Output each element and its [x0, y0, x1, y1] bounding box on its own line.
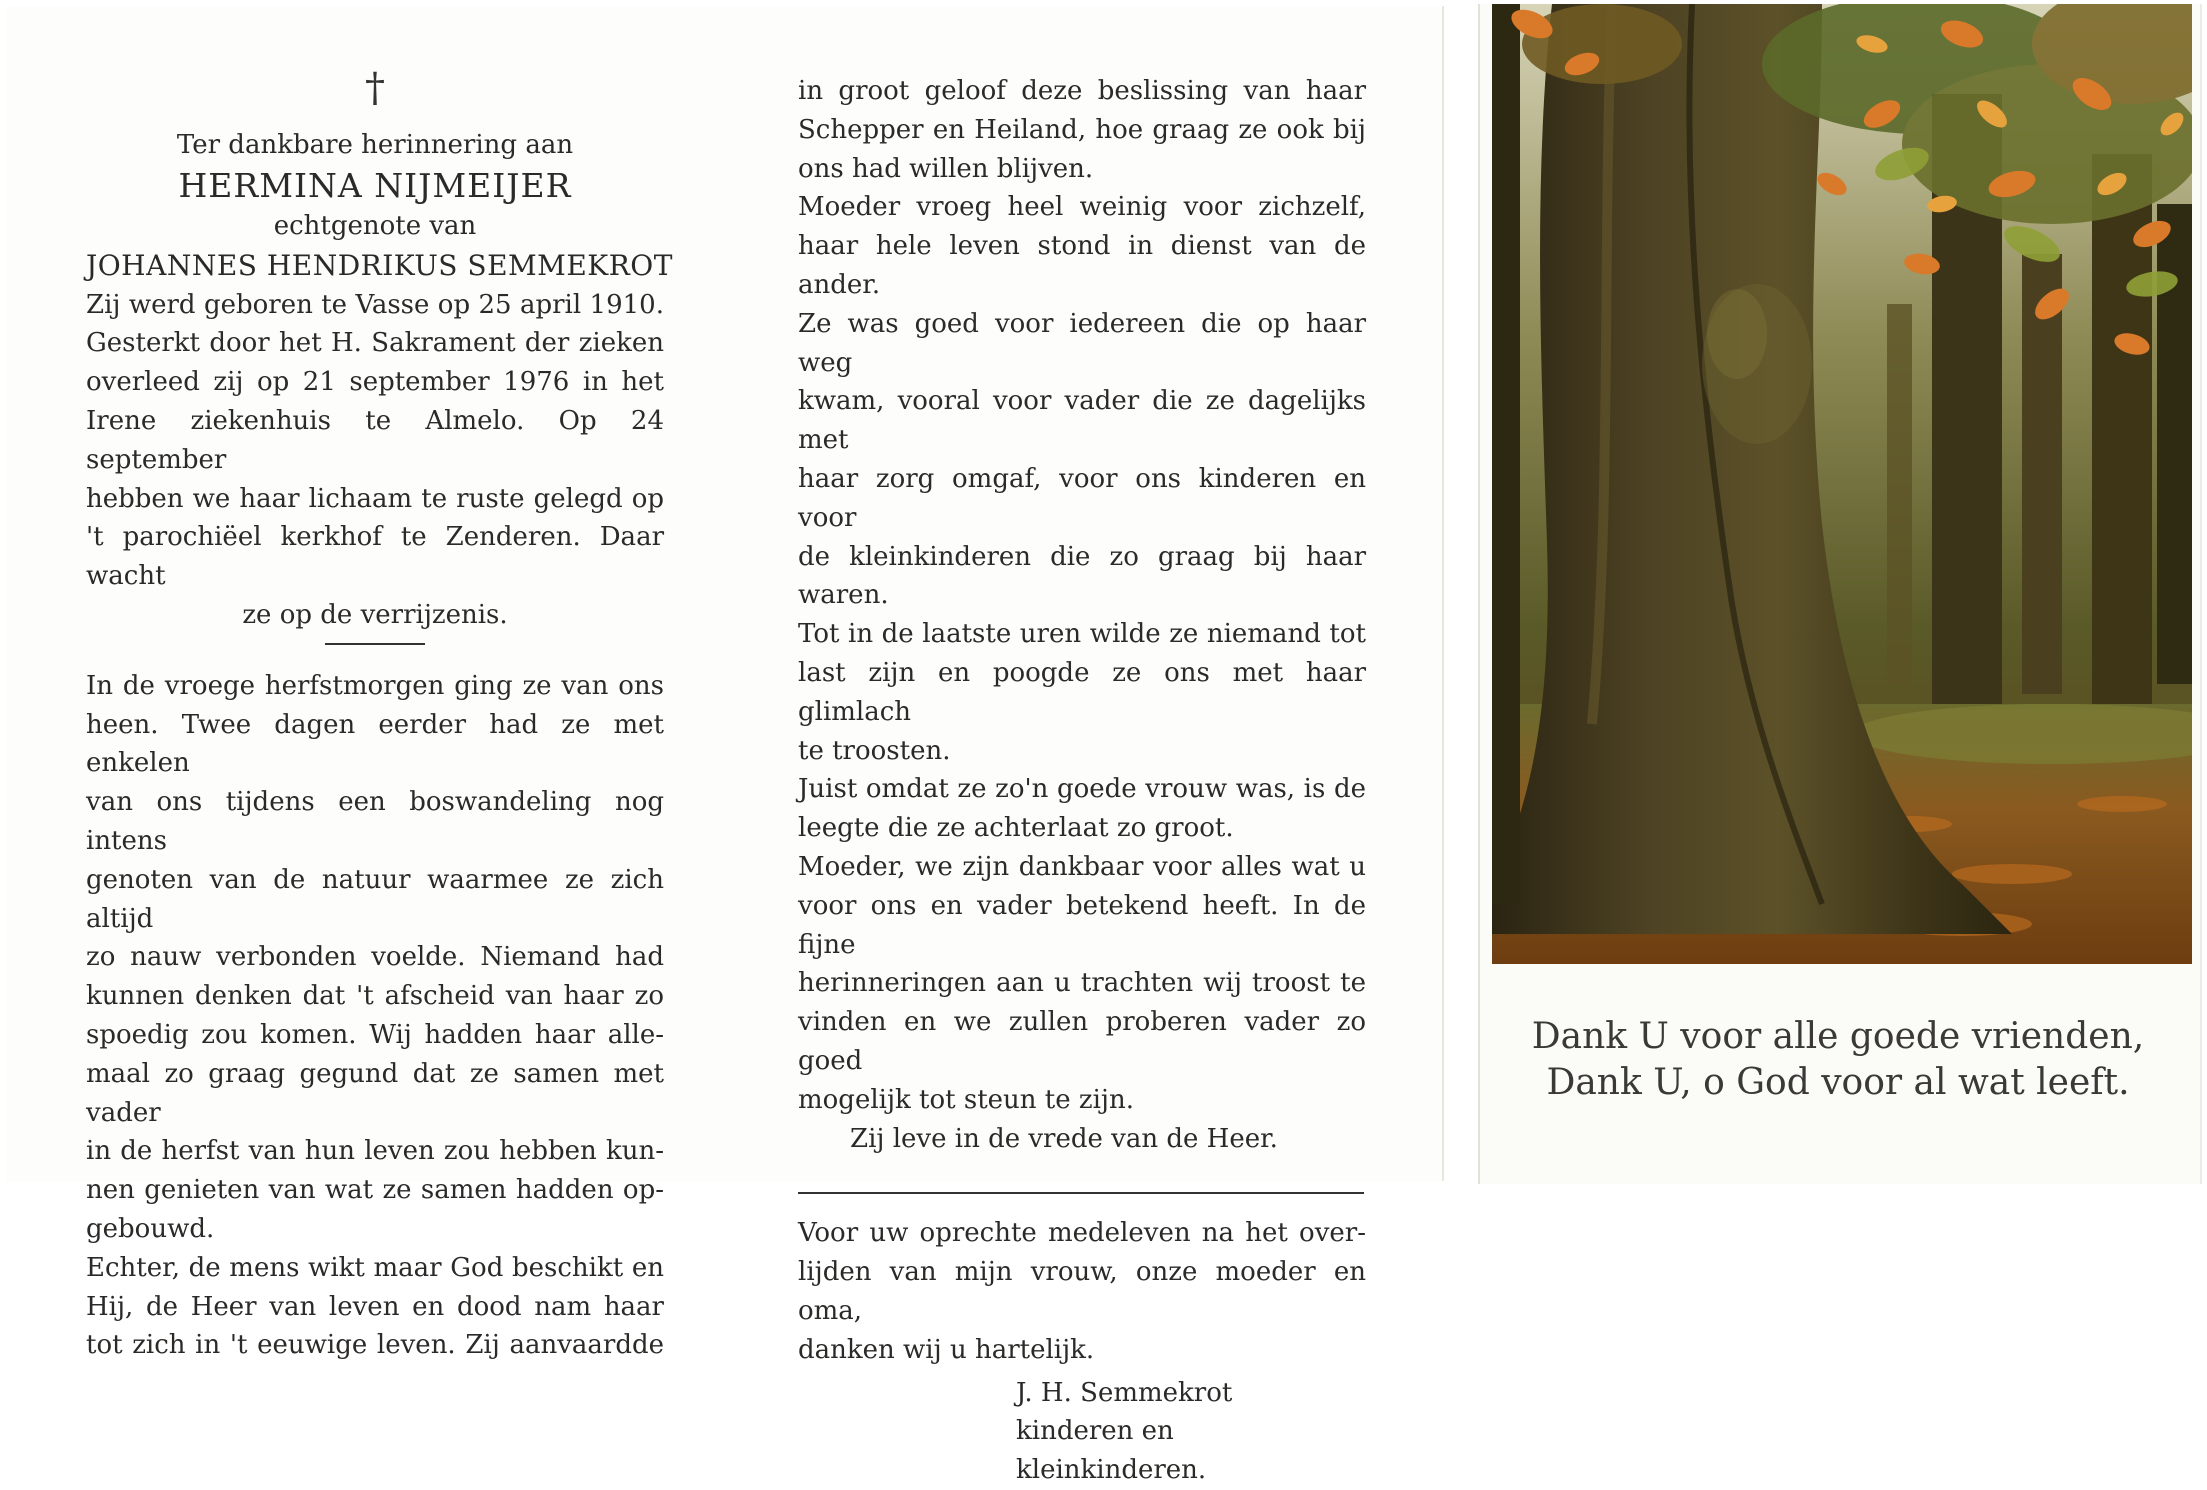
- middle-page: [798, 72, 1366, 1490]
- text-line: Moeder, we zijn dankbaar voor alles wat u: [798, 851, 1366, 882]
- bio-line: Zij werd geboren te Vasse op 25 april 1910.: [86, 289, 664, 320]
- bio-line: Irene ziekenhuis te Almelo. Op 24 september: [86, 405, 664, 475]
- thanks-line: lijden van mijn vrouw, onze moeder en oma,: [798, 1257, 1366, 1326]
- text-line: leegte die ze achterlaat zo groot.: [798, 813, 1234, 844]
- motto: [1480, 1014, 2196, 1106]
- text-line: Juist omdat ze zo'n goede vrouw was, is de: [798, 774, 1366, 805]
- text-line: Moeder vroeg heel weinig voor zichzelf,: [798, 192, 1366, 223]
- story-line: maal zo graag gegund dat ze samen met vader: [86, 1058, 664, 1128]
- bio-line: overleed zij op 21 september 1976 in het: [86, 367, 664, 398]
- text-line: last zijn en poogde ze ons met haar glimlach: [798, 657, 1366, 727]
- story-line: zo nauw verbonden voelde. Niemand had: [86, 942, 664, 973]
- text-line: Tot in de laatste uren wilde ze niemand tot: [798, 619, 1366, 650]
- divider: [325, 643, 425, 645]
- cross-icon: †: [365, 65, 385, 111]
- bio-line: hebben we haar lichaam te ruste gelegd op: [86, 483, 664, 514]
- text-line: voor ons en vader betekend heeft. In de fijne: [798, 890, 1366, 960]
- autumn-forest-photo: [1492, 4, 2192, 964]
- intro-line: Ter dankbare herinnering aan: [176, 130, 574, 160]
- story-line: kunnen denken dat 't afscheid van haar zo: [86, 981, 664, 1012]
- thanks-line: danken wij u hartelijk.: [798, 1334, 1095, 1365]
- divider: [798, 1192, 1364, 1194]
- text-line: Ze was goed voor iedereen die op haar weg: [798, 308, 1366, 378]
- story-line: Hij, de Heer van leven en dood nam haar: [86, 1291, 664, 1322]
- story-line: nen genieten van wat ze samen hadden op-: [86, 1175, 664, 1206]
- bio-line: ze op de verrijzenis.: [242, 599, 508, 630]
- spouse-intro: echtgenote van: [273, 210, 477, 241]
- deceased-name: HERMINA NIJMEIJER: [178, 165, 572, 205]
- story-line: spoedig zou komen. Wij hadden haar alle-: [86, 1019, 664, 1050]
- text-line: haar zorg omgaf, voor ons kinderen en voor: [798, 463, 1366, 533]
- text-line: herinneringen aan u trachten wij troost te: [798, 968, 1366, 999]
- memorial-card-inner: [6, 6, 1444, 1486]
- motto-line: Dank U voor alle goede vrienden,: [1531, 1016, 2145, 1057]
- text-line: kwam, vooral voor vader die ze dagelijks met: [798, 386, 1366, 456]
- text-line: de kleinkinderen die zo graag bij haar waren.: [798, 541, 1366, 611]
- text-line: haar hele leven stond in dienst van de ander.: [798, 231, 1366, 300]
- story-line: tot zich in 't eeuwige leven. Zij aanvaardde: [86, 1330, 664, 1361]
- photo-card: [1478, 4, 2202, 1184]
- bio-line: 't parochiëel kerkhof te Zenderen. Daar wacht: [86, 522, 664, 592]
- signature: J. H. Semmekrot: [1016, 1377, 1233, 1408]
- story-line: van ons tijdens een boswandeling nog intens: [86, 787, 664, 856]
- story-line: Echter, de mens wikt maar God beschikt en: [86, 1252, 664, 1283]
- text-line: Schepper en Heiland, hoe graag ze ook bij: [798, 114, 1366, 145]
- thanks-line: Voor uw oprechte medeleven na het over-: [798, 1218, 1366, 1249]
- text-line: ons had willen blijven.: [798, 153, 1094, 184]
- story-line: in de herfst van hun leven zou hebben kun-: [86, 1136, 664, 1167]
- text-line: mogelijk tot steun te zijn.: [798, 1084, 1134, 1115]
- motto-line: Dank U, o God voor al wat leeft.: [1546, 1062, 2130, 1103]
- left-page: [86, 65, 673, 1365]
- bio-line: Gesterkt door het H. Sakrament der zieken: [86, 328, 664, 359]
- signature-family: kinderen en kleinkinderen.: [1016, 1416, 1207, 1486]
- story-line: heen. Twee dagen eerder had ze met enkelen: [86, 709, 664, 779]
- story-line: gebouwd.: [86, 1213, 215, 1244]
- blessing-line: Zij leve in de vrede van de Heer.: [850, 1123, 1278, 1154]
- spouse-name: JOHANNES HENDRIKUS SEMMEKROT: [86, 248, 673, 282]
- story-line: In de vroege herfstmorgen ging ze van ons: [86, 670, 664, 701]
- text-line: te troosten.: [798, 735, 951, 766]
- text-line: vinden en we zullen proberen vader zo goed: [798, 1007, 1366, 1076]
- story-line: genoten van de natuur waarmee ze zich altijd: [86, 864, 664, 934]
- text-line: in groot geloof deze beslissing van haar: [798, 76, 1366, 106]
